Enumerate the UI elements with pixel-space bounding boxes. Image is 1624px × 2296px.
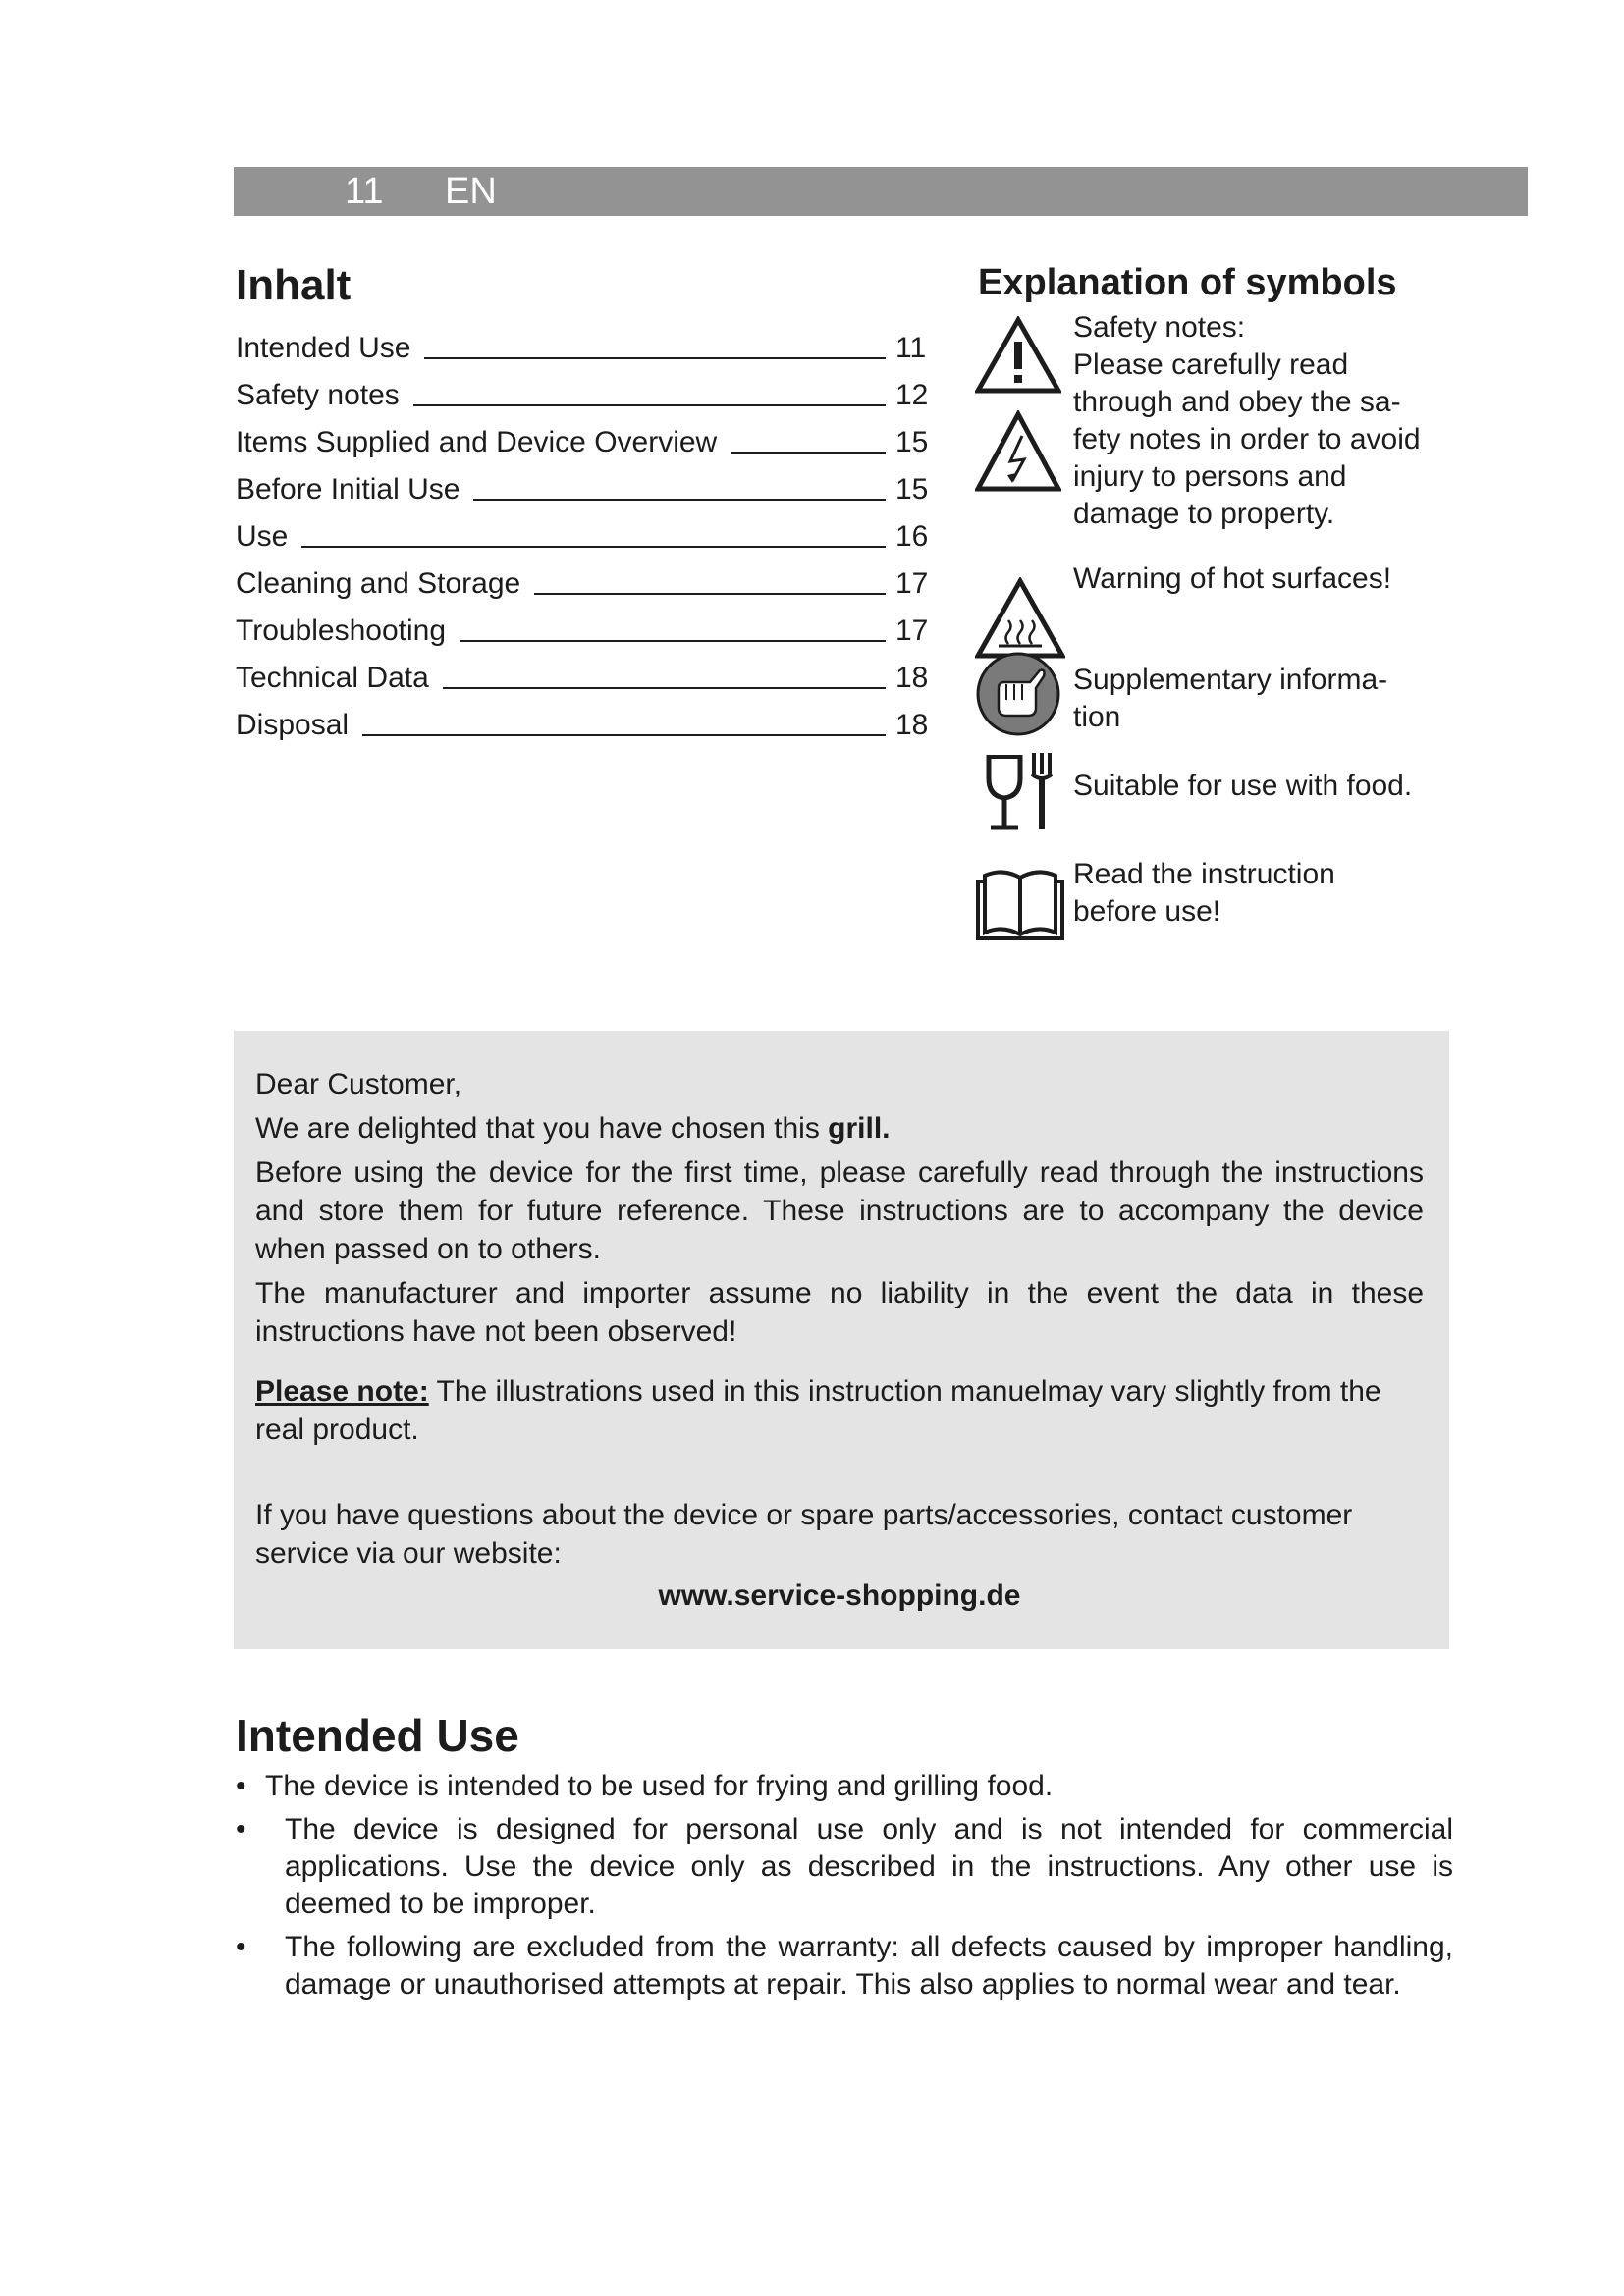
list-item bbox=[236, 1929, 1453, 2003]
toc-leader-line bbox=[473, 499, 886, 501]
toc-entry-page: 11 bbox=[895, 332, 927, 364]
toc-entry-page: 18 bbox=[895, 662, 929, 694]
bullet-symbol: • bbox=[236, 1813, 246, 1845]
toc-leader-line bbox=[534, 593, 886, 595]
page-header-bar bbox=[234, 167, 1528, 216]
text-line: injury to persons and bbox=[1073, 460, 1347, 493]
language-code: EN bbox=[445, 171, 497, 212]
text-line: before use! bbox=[1073, 895, 1221, 928]
text-line: Safety notes: bbox=[1073, 311, 1246, 344]
toc-entry-title: Safety notes bbox=[236, 379, 400, 411]
liability-paragraph: The manufacturer and importer assume no liability in the event the data in these instructions have not been observed! bbox=[255, 1277, 1424, 1348]
supplementary-info-text bbox=[1073, 662, 1387, 736]
list-item-text: The following are excluded from the warranty: all defects caused by improper handling, damage or unauthorised attempts at repair. This also applies to normal wear and tear. bbox=[285, 1931, 1453, 2001]
text-line: damage to property. bbox=[1073, 498, 1335, 530]
toc-entry-page: 17 bbox=[895, 614, 929, 647]
toc-leader-line bbox=[443, 687, 886, 689]
intended-use-list bbox=[236, 1768, 1453, 2003]
symbols-legend bbox=[975, 253, 1486, 928]
toc-leader-line bbox=[424, 357, 886, 359]
toc-entry[interactable] bbox=[236, 321, 933, 368]
toc-entry[interactable] bbox=[236, 509, 933, 557]
toc-entry[interactable] bbox=[236, 462, 933, 509]
text-line: Read the instruction bbox=[1073, 858, 1335, 890]
toc-entry-page: 15 bbox=[895, 473, 929, 506]
before-use-paragraph: Before using the device for the first time, please carefully read through the instructions and store them for future reference. These instructions are to accompany the device when passed on to others. bbox=[255, 1156, 1424, 1265]
toc-entry-title: Items Supplied and Device Overview bbox=[236, 426, 718, 458]
toc-entry-title: Disposal bbox=[236, 709, 350, 741]
safety-notes-text bbox=[1073, 309, 1421, 533]
toc-entry-title: Troubleshooting bbox=[236, 614, 447, 647]
table-of-contents bbox=[236, 250, 933, 745]
delight-sentence bbox=[255, 1109, 1424, 1148]
electric-shock-icon bbox=[975, 410, 1061, 493]
toc-leader-line bbox=[362, 734, 886, 736]
toc-title: Inhalt bbox=[236, 261, 352, 309]
text-line: tion bbox=[1073, 701, 1121, 733]
read-instruction-text bbox=[1073, 856, 1335, 931]
toc-entry[interactable] bbox=[236, 604, 933, 651]
book-icon bbox=[975, 864, 1065, 942]
toc-entry-page: 18 bbox=[895, 709, 929, 741]
intended-use-title: Intended Use bbox=[236, 1710, 519, 1761]
toc-leader-line bbox=[460, 640, 886, 642]
toc-entry[interactable] bbox=[236, 651, 933, 698]
delight-prefix: We are delighted that you have chosen this bbox=[255, 1112, 829, 1145]
list-item-text: The device is intended to be used for frying and grilling food. bbox=[265, 1770, 1054, 1802]
bullet-symbol: • bbox=[236, 1770, 246, 1802]
toc-entry[interactable] bbox=[236, 698, 933, 745]
toc-entry-title: Use bbox=[236, 520, 289, 553]
hand-info-icon bbox=[975, 651, 1061, 737]
list-item bbox=[236, 1811, 1453, 1923]
greeting: Dear Customer, bbox=[255, 1068, 462, 1100]
website-link[interactable]: www.service-shopping.de bbox=[658, 1579, 1021, 1612]
customer-info-box bbox=[234, 1031, 1449, 1649]
please-note-label: Please note: bbox=[255, 1375, 429, 1408]
toc-entry-page: 12 bbox=[895, 379, 929, 411]
warning-triangle-icon bbox=[975, 316, 1061, 395]
toc-leader-line bbox=[413, 404, 886, 406]
questions-paragraph: If you have questions about the device or spare parts/accessories, contact customer service via our website: bbox=[255, 1499, 1353, 1570]
text-line: Supplementary informa- bbox=[1073, 664, 1388, 696]
bullet-symbol: • bbox=[236, 1931, 246, 1963]
product-name: grill. bbox=[828, 1112, 891, 1145]
toc-entry-title: Technical Data bbox=[236, 662, 429, 694]
toc-entry[interactable] bbox=[236, 368, 933, 415]
toc-leader-line bbox=[731, 452, 886, 454]
toc-entry-title: Before Initial Use bbox=[236, 473, 460, 506]
page-number: 11 bbox=[345, 171, 384, 212]
food-safe-text: Suitable for use with food. bbox=[1073, 770, 1413, 802]
please-note-text: The illustrations used in this instruction manuelmay vary slightly from the real product. bbox=[255, 1375, 1381, 1446]
list-item-text: The device is designed for personal use only and is not intended for commercial applications. Use the device only as described in the instructions. Any other use is deemed to be improper. bbox=[285, 1813, 1453, 1920]
toc-entry[interactable] bbox=[236, 415, 933, 462]
toc-entry-title: Intended Use bbox=[236, 332, 411, 364]
hot-surface-text: Warning of hot surfaces! bbox=[1073, 562, 1392, 595]
text-line: fety notes in order to avoid bbox=[1073, 423, 1421, 455]
toc-entry[interactable] bbox=[236, 557, 933, 604]
text-line: through and obey the sa- bbox=[1073, 386, 1401, 418]
symbols-title: Explanation of symbols bbox=[978, 262, 1397, 303]
toc-entry-page: 16 bbox=[895, 520, 929, 553]
toc-entry-title: Cleaning and Storage bbox=[236, 567, 521, 600]
toc-entry-page: 17 bbox=[895, 567, 929, 600]
toc-entry-page: 15 bbox=[895, 426, 929, 458]
text-line: Please carefully read bbox=[1073, 348, 1349, 381]
hot-surface-icon bbox=[975, 577, 1065, 660]
intended-use-section bbox=[236, 1703, 1453, 2009]
food-safe-icon bbox=[975, 749, 1065, 833]
please-note-paragraph bbox=[255, 1372, 1424, 1449]
list-item bbox=[236, 1768, 1453, 1805]
toc-leader-line bbox=[301, 546, 886, 548]
